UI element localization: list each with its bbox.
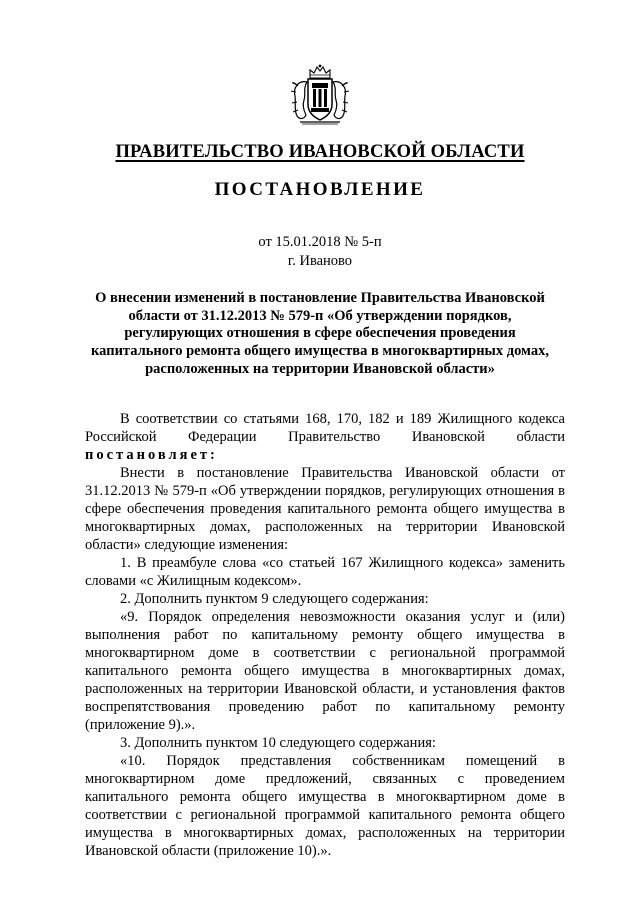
document-city: г. Иваново <box>287 253 353 269</box>
resolves-colon: : <box>210 447 215 463</box>
resolves-line <box>85 446 565 464</box>
document-body <box>85 410 565 860</box>
document-title: О внесении изменений в постановление Правительства Ивановской области от 31.12.2013 № 579-п «Об утверждении порядков, регулирующих отношения в сфере обеспечения проведения капитального ремонта общего имущества в многоквартирных домах, расположенных на территории Ивановской области» <box>91 290 549 377</box>
document-date-number: от 15.01.2018 № 5-п <box>258 234 382 250</box>
body-paragraph: Внести в постановление Правительства Ивановской области от 31.12.2013 № 579-п «Об утверждении порядков, регулирующих отношения в сфере обеспечения проведения капитального ремонта общего имущества в многоквартирных домах, расположенных на территории Ивановской области» следующие изменения: <box>85 465 565 553</box>
document-type: ПОСТАНОВЛЕНИЕ <box>214 179 426 200</box>
body-paragraph: «9. Порядок определения невозможности оказания услуг и (или) выполнения работ по капитальному ремонту общего имущества в многоквартирном доме в соответствии с региональной программой капитального ремонта общего имущества в многоквартирных домах, расположенных на территории Ивановской области, и установления фактов воспрепятствования проведению работ по капитальному ремонту (приложение 9).». <box>85 609 565 733</box>
preamble-paragraph <box>85 410 565 446</box>
body-paragraph: 2. Дополнить пунктом 9 следующего содержания: <box>120 591 429 607</box>
resolves-word: постановляет <box>85 447 211 463</box>
organization-name: ПРАВИТЕЛЬСТВО ИВАНОВСКОЙ ОБЛАСТИ <box>115 142 525 162</box>
body-paragraph: «10. Порядок представления собственникам помещений в многоквартирном доме предложений, связанных с проведением капитального ремонта общего имущества в многоквартирном доме в соответствии с региональной программой капитального ремонта общего имущества в многоквартирных домах, расположенных на территории Ивановской области (приложение 10).». <box>85 753 565 859</box>
coat-of-arms-icon <box>288 62 352 128</box>
body-paragraph: 1. В преамбуле слова «со статьей 167 Жилищного кодекса» заменить словами «с Жилищным кодексом». <box>85 555 565 589</box>
body-paragraph: 3. Дополнить пунктом 10 следующего содержания: <box>120 735 436 751</box>
preamble-text: В соответствии со статьями 168, 170, 182 и 189 Жилищного кодекса Российской Федерации Правительство Ивановской области <box>85 411 565 445</box>
